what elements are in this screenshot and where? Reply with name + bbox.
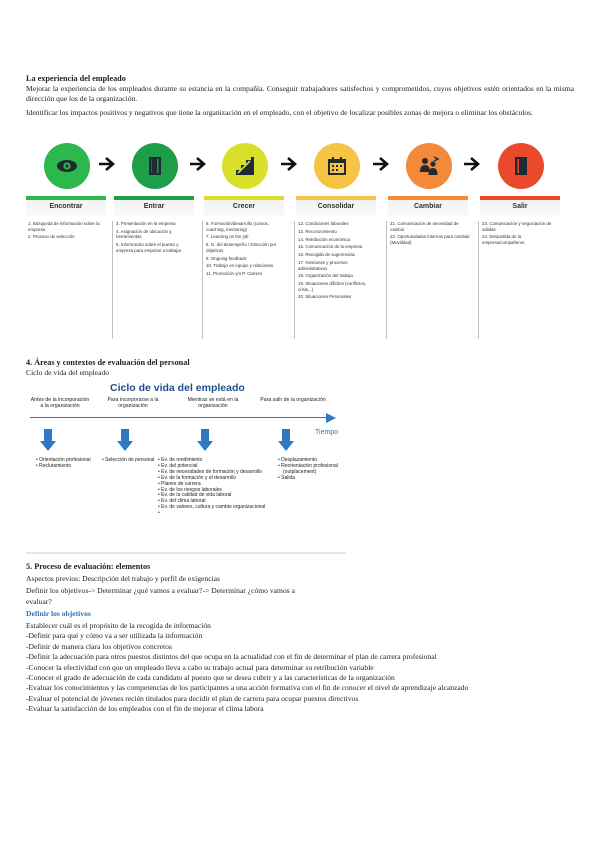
lifecycle-item: • Ev. de la formación y el desarrollo: [158, 476, 276, 482]
lifecycle-list: [102, 458, 162, 464]
stage-items: [116, 221, 196, 256]
lifecycle-item: • Reclutamiento: [36, 464, 94, 470]
stage-items: [482, 221, 562, 248]
lifecycle-item: • Ev. de la calidad de vida laboral: [158, 493, 276, 499]
stage-item: 21. Comunicación de necesidad de cambio: [390, 221, 459, 232]
stage-item: 6. Formación/desarrollo (cursos, coaching, mentoring): [206, 221, 269, 232]
column-divider: [294, 221, 295, 339]
stage-item: 4. Asignación de ubicación y herramientas: [116, 228, 172, 240]
lifecycle-item: • Ev. de necesidades de formación y desarrollo: [158, 470, 276, 476]
stage-items: [206, 221, 286, 279]
objective-line: -Evaluar los conocimientos y las competencias de los participantes a una acción formativa con el fin de conocer el nivel de aprendizaje alcanzado: [26, 683, 469, 693]
calendar-icon: [314, 143, 360, 189]
diagram-bottom-rule: [26, 552, 346, 554]
objective-line: -Definir de manera clara los objetivos concretos: [26, 641, 172, 651]
stage-item: 16. Recogida de sugerencias: [298, 252, 355, 258]
arrow-down-icon: [197, 429, 213, 451]
lifecycle-item: [158, 511, 276, 517]
objective-line: -Conocer el grado de adecuación de cada candidato al puesto que se desea cubrir y a las características de la organización: [26, 673, 395, 683]
stage-item: 17. Gestiones y procesos administrativos: [298, 259, 348, 271]
lifecycle-list: [158, 458, 276, 517]
arrow-down-icon: [40, 429, 56, 451]
stage-name: Crecer: [232, 203, 256, 210]
subheading-define-objectives: Definir los objetivos: [26, 609, 91, 618]
door-exit-icon: [498, 143, 544, 189]
lifecycle-phase-head: Mientras se está en la organización: [187, 397, 239, 410]
paragraph-intro: Mejorar la experiencia de los empleados durante su estancia en la compañía. Conseguir trabajadores satisfechos y comprometidos, cuyos objetivos estén orientados en la misma dirección que los de la organización.: [26, 84, 574, 104]
column-divider: [478, 221, 479, 339]
objective-line: -Definir la adecuación para otros puestos distintos del que ocupa en la actualidad con el fin de determinar el plan de carrera profesional: [26, 652, 437, 662]
stage-name: Cambiar: [413, 203, 442, 210]
column-divider: [202, 221, 203, 339]
stage-item: 20. Situaciones Personales: [298, 294, 352, 300]
stage-item: 1. Búsqueda de información sobre la empresa: [28, 221, 100, 232]
stage-item: 11. Promoción y/o P. Carrera: [206, 271, 262, 277]
section-title-evaluation: 5. Proceso de evaluación: elementos: [26, 562, 151, 571]
timeline-line: [30, 417, 330, 418]
stage-item: 19. Situaciones difíciles (conflictos, crisis...): [298, 281, 367, 292]
lifecycle-phase-head: Para incorporarse a la organización: [107, 397, 159, 410]
text-line: Definir los objetivos-> Determinar ¿qué vamos a evaluar?-> Determinar ¿cómo vamos a: [26, 586, 295, 595]
section-title-employee-experience: La experiencia del empleado: [26, 74, 126, 83]
stage-item: 2. Proceso de selección: [28, 234, 75, 240]
lifecycle-list: [278, 458, 344, 482]
stage-item: 13. Reconocimiento: [298, 228, 337, 234]
stage-item: 22. Oportunidades internas para cambiar (Movilidad): [390, 234, 470, 245]
lifecycle-item: • Salida: [278, 476, 344, 482]
text-line: Aspectos previos: Descripción del trabajo y perfil de exigencias: [26, 574, 220, 583]
text-line: evaluar?: [26, 597, 52, 606]
lifecycle-title: Ciclo de vida del empleado: [110, 382, 245, 394]
objective-line: -Definir para qué y cómo va a ser utilizada la información: [26, 631, 203, 641]
lifecycle-phase-head: Para salir de la organización: [260, 397, 326, 403]
stage-item: 3. Presentación en la empresa: [116, 221, 176, 226]
stage-item: 23. Comunicación y negociación de salidas: [482, 221, 552, 232]
arrow-down-icon: [278, 429, 294, 451]
stage-name: Entrar: [143, 203, 165, 210]
lifecycle-item: • Ev. de los riesgos laborales: [158, 488, 276, 494]
lifecycle-item: • Planes de carrera: [158, 482, 276, 488]
objective-line: Establecer cuál es el propósito de la recogida de información: [26, 621, 211, 630]
column-divider: [112, 221, 113, 339]
objective-line: -Evaluar la satisfacción de los empleados con el fin de mejorar el clima labora: [26, 704, 264, 714]
lifecycle-item: • Selección de personal: [102, 458, 162, 464]
lifecycle-item: • Desplazamiento: [278, 458, 344, 464]
stage-item: 18. Organización del trabajo: [298, 273, 353, 279]
column-divider: [386, 221, 387, 339]
stage-name: Salir: [512, 203, 528, 210]
stage-name: Consolidar: [317, 203, 355, 210]
lifecycle-diagram: [26, 382, 346, 554]
lifecycle-item: • Ev. del potencial: [158, 464, 276, 470]
stage-item: 24. Despedida de la empresa/compañeros: [482, 234, 525, 245]
stairs-icon: [222, 143, 268, 189]
lifecycle-item: • Ev. de rendimiento: [158, 458, 276, 464]
employee-journey-diagram: [26, 140, 574, 345]
arrow-right-icon: [280, 154, 298, 174]
section-title-areas: 4. Áreas y contextos de evaluación del personal: [26, 358, 190, 367]
lifecycle-item: • Orientación profesional: [36, 458, 94, 464]
lifecycle-list: [36, 458, 94, 470]
eye-icon: [44, 143, 90, 189]
stage-item: 15. Comunicación de la empresa: [298, 244, 363, 250]
lifecycle-item: • Ev. del clima laboral: [158, 499, 276, 505]
lifecycle-item: • Ev. de valores, cultura y cambio organizacional: [158, 505, 276, 511]
arrow-right-icon: [372, 154, 390, 174]
arrow-right-icon: [189, 154, 207, 174]
objective-line: -Conocer la efectividad con que un empleado lleva a cabo su trabajo actual para determinar su retribución variable: [26, 662, 374, 672]
arrow-right-icon: [98, 154, 116, 174]
lifecycle-phase-head: Antes de la incorporación a la organización: [30, 397, 90, 410]
paragraph-impacts: Identificar los impactos positivos y negativos que tiene la organización en el empleado, con el objetivo de localizar posibles zonas de mejora o eliminar los obstáculos.: [26, 108, 534, 117]
lifecycle-item: • Reorientación profesional (outplacement): [278, 464, 344, 476]
section-subtitle-cycle: Ciclo de vida del empleado: [26, 368, 110, 377]
stage-item: 5. Información sobre el puesto y empresa para empezar a trabajar: [116, 242, 182, 253]
door-enter-icon: [132, 143, 178, 189]
stage-item: 10. Trabajo en equipo y relaciones: [206, 263, 274, 269]
stage-items: [28, 221, 108, 242]
timeline-arrowhead-icon: [326, 413, 336, 423]
objectives-list: [26, 621, 574, 715]
arrow-right-icon: [463, 154, 481, 174]
stage-name: Encontrar: [49, 203, 83, 210]
stage-item: 7. Learning on the job: [206, 234, 249, 240]
stage-item: 8. G. del desempeño / Dirección por objetivos: [206, 242, 277, 253]
people-swap-icon: [406, 143, 452, 189]
timeline-label: Tiempo: [315, 429, 339, 436]
stage-item: 12. Condiciones laborales: [298, 221, 349, 226]
arrow-down-icon: [117, 429, 133, 451]
stage-item: 14. Retribución económica: [298, 236, 350, 242]
stage-items: [390, 221, 470, 248]
objective-line: -Evaluar el potencial de jóvenes recién titulados para decidir el plan de carrera para ocupar puestos directivos: [26, 693, 359, 703]
stage-items: [298, 221, 378, 302]
stage-item: 9. Ongoing feedback: [206, 255, 247, 261]
